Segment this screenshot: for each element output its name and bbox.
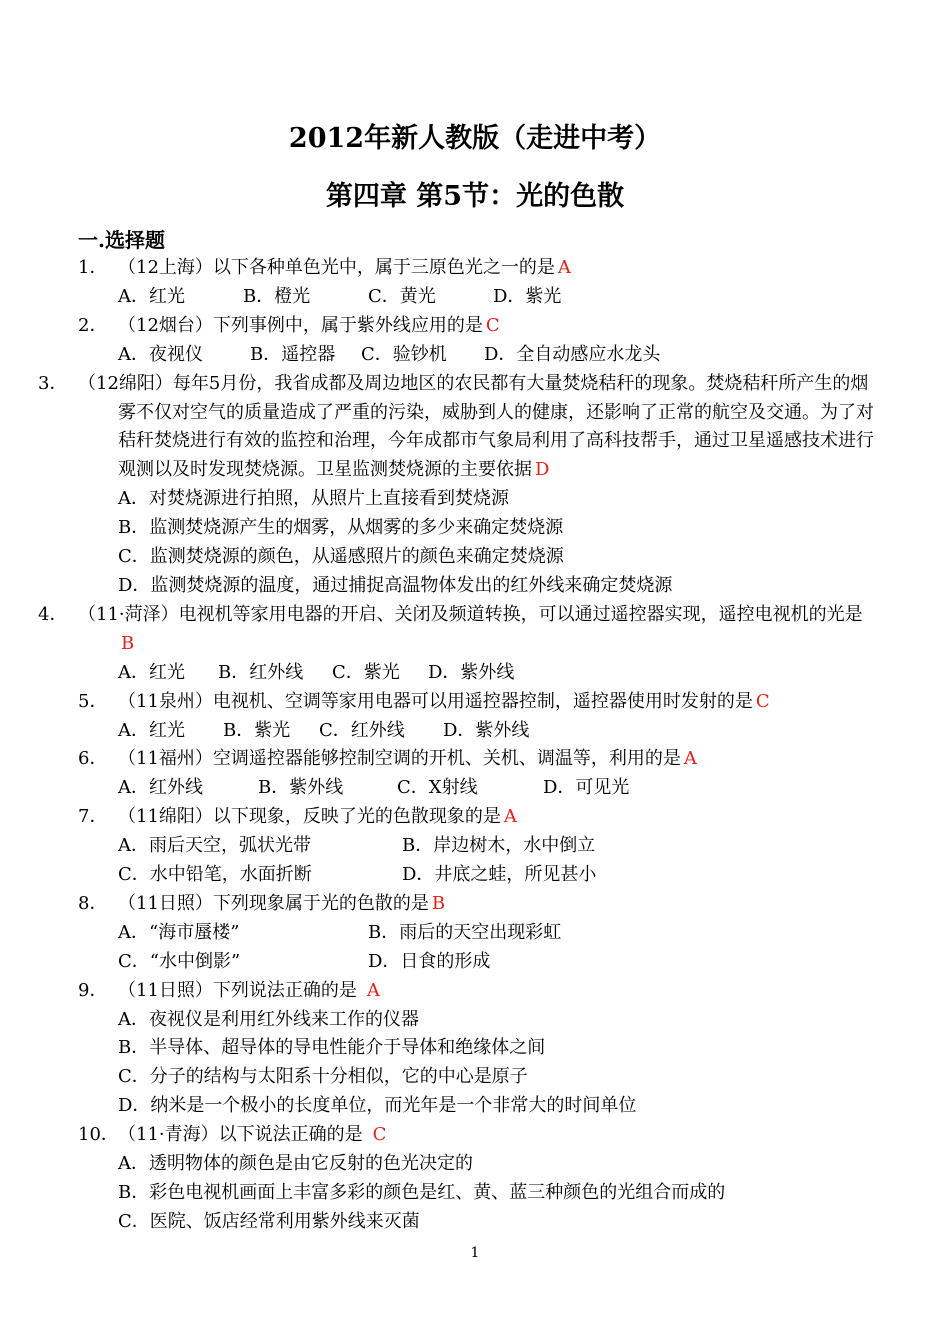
option-b: B．橙光 [243, 285, 311, 307]
question-text: （11日照）下列说法正确的是 [118, 979, 357, 1001]
answer-mark: A [503, 806, 517, 828]
option-c: C．监测焚烧源的颜色，从遥感照片的颜色来确定焚烧源 [118, 546, 564, 568]
option-b: B．彩色电视机画面上丰富多彩的颜色是红、黄、蓝三种颜色的光组合而成的 [118, 1182, 726, 1203]
question-number: 2． [78, 314, 108, 336]
option-d: D．纳米是一个极小的长度单位，而光年是一个非常大的时间单位 [118, 1095, 637, 1117]
option-b: B．红外线 [218, 661, 304, 683]
option-c: C．验钞机 [361, 343, 447, 365]
question-number: 5． [78, 690, 108, 712]
option-d: D．日食的形成 [368, 950, 491, 972]
question-7 [78, 803, 878, 832]
question-number: 10． [78, 1124, 119, 1146]
question-number: 6． [78, 748, 108, 770]
option-a: A．对焚烧源进行拍照，从照片上直接看到焚烧源 [118, 488, 509, 510]
option-a: A．红外线 [118, 777, 203, 799]
option-a: A．红光 [118, 285, 185, 307]
question-list [38, 254, 878, 1237]
question-text: （11福州）空调遥控器能够控制空调的开机、关机、调温等，利用的是 [118, 748, 681, 770]
option-d: D．紫光 [493, 285, 562, 307]
question-text: （11·菏泽）电视机等家用电器的开启、关闭及频道转换，可以通过遥控器实现，遥控电视机的光是 [78, 603, 863, 625]
question-3: 3． （12绵阳）每年5月份，我省成都及周边地区的农民都有大量焚烧秸秆的现象。焚烧秸秆所产生的烟雾不仅对空气的质量造成了严重的污染，威胁到人的健康，还影响了正常的航空及交通。为了对秸秆焚烧进行有效的监控和治理，今年成都市气象局利用了高科技帮手，通过卫星遥感技术进行观测以及时发现焚烧源。卫星监测焚烧源的主要依据 D [38, 372, 874, 481]
question-10 [78, 1121, 878, 1150]
option-c: C．水中铅笔，水面折断 [118, 864, 312, 886]
page-number: 1 [470, 1245, 480, 1261]
question-8 [78, 890, 878, 919]
answer-mark: C [755, 690, 770, 712]
question-text: （11泉州）电视机、空调等家用电器可以用遥控器控制，遥控器使用时发射的是 [118, 690, 753, 712]
options-row [78, 919, 878, 948]
document-title: 2012年新人教版（走进中考） [288, 123, 662, 154]
option-b: B．遥控器 [250, 343, 336, 365]
option-b: B．半导体、超导体的导电性能介于导体和绝缘体之间 [118, 1037, 546, 1059]
answer-mark: B [431, 892, 446, 914]
question-6 [78, 745, 878, 774]
options-row [78, 948, 878, 977]
option-b: B．紫外线 [258, 777, 344, 799]
answer-mark: C [485, 314, 500, 336]
question-9 [78, 977, 878, 1006]
option-c: C．“水中倒影” [118, 950, 241, 972]
option-a: A．夜视仪 [118, 343, 203, 365]
option-d: D．紫外线 [428, 661, 515, 683]
option-d: D．全自动感应水龙头 [484, 343, 661, 365]
question-text: （11日照）下列现象属于光的色散的是 [118, 892, 429, 914]
option-c: C．分子的结构与太阳系十分相似，它的中心是原子 [118, 1066, 528, 1088]
options-row [78, 832, 878, 861]
answer-mark: A [683, 748, 697, 770]
option-a: A．透明物体的颜色是由它反射的色光决定的 [118, 1153, 473, 1175]
option-b: B．监测焚烧源产生的烟雾，从烟雾的多少来确定焚烧源 [118, 517, 564, 539]
question-text: （11·青海）以下说法正确的是 [118, 1124, 363, 1146]
option-d: D．紫外线 [443, 719, 530, 741]
question-number: 1． [78, 257, 108, 278]
section-heading: 一.选择题 [78, 228, 165, 252]
question-1 [78, 254, 878, 283]
option-c: C．紫光 [332, 661, 400, 683]
options-row [78, 861, 878, 890]
option-b: B．岸边树木，水中倒立 [402, 835, 596, 857]
option-a: A．夜视仪是利用红外线来工作的仪器 [118, 1008, 419, 1030]
question-number: 9． [78, 979, 108, 1001]
answer-mark: C [372, 1124, 387, 1146]
options-row [78, 774, 878, 803]
option-d: D．井底之蛙，所见甚小 [402, 864, 597, 886]
question-number: 8． [78, 892, 108, 914]
option-c: C．红外线 [319, 719, 405, 741]
option-a: A．红光 [118, 661, 185, 683]
question-text: （12绵阳）每年5月份，我省成都及周边地区的农民都有大量焚烧秸秆的现象。焚烧秸秆所产生的烟雾不仅对空气的质量造成了严重的污染，威胁到人的健康，还影响了正常的航空及交通。为了对秸秆焚烧进行有效的监控和治理，今年成都市气象局利用了高科技帮手，通过卫星遥感技术进行观测以及时发现焚烧源。卫星监测焚烧源的主要依据 [78, 372, 874, 481]
option-b: B．雨后的天空出现彩虹 [368, 921, 562, 943]
option-c: C．X射线 [397, 777, 478, 799]
option-d: D．可见光 [543, 777, 630, 799]
options-row [78, 283, 878, 312]
answer-mark: A [557, 257, 571, 278]
answer-mark: D [535, 459, 550, 481]
option-a: A．雨后天空，弧状光带 [118, 835, 311, 857]
chapter-title: 第四章 第5节：光的色散 [325, 181, 625, 212]
answer-mark: B [121, 632, 135, 654]
question-text: （11绵阳）以下现象，反映了光的色散现象的是 [118, 806, 501, 828]
question-4: 4． （11·菏泽）电视机等家用电器的开启、关闭及频道转换，可以通过遥控器实现，遥控电视机的光是B [38, 603, 863, 654]
answer-mark: A [366, 979, 380, 1001]
options-row [78, 659, 878, 688]
option-d: D．监测焚烧源的温度，通过捕捉高温物体发出的红外线来确定焚烧源 [118, 574, 673, 596]
question-5 [78, 688, 878, 717]
question-number: 7． [78, 806, 108, 828]
question-2 [78, 312, 878, 341]
options-row [78, 717, 878, 746]
option-c: C．黄光 [368, 285, 436, 307]
option-b: B．紫光 [223, 719, 291, 741]
question-text: （12上海）以下各种单色光中，属于三原色光之一的是 [118, 257, 555, 278]
question-text: （12烟台）下列事例中，属于紫外线应用的是 [118, 314, 483, 336]
options-row [78, 341, 878, 370]
option-c: C．医院、饭店经常利用紫外线来灭菌 [118, 1210, 420, 1232]
option-a: A．“海市蜃楼” [118, 921, 240, 943]
option-a: A．红光 [118, 719, 185, 741]
